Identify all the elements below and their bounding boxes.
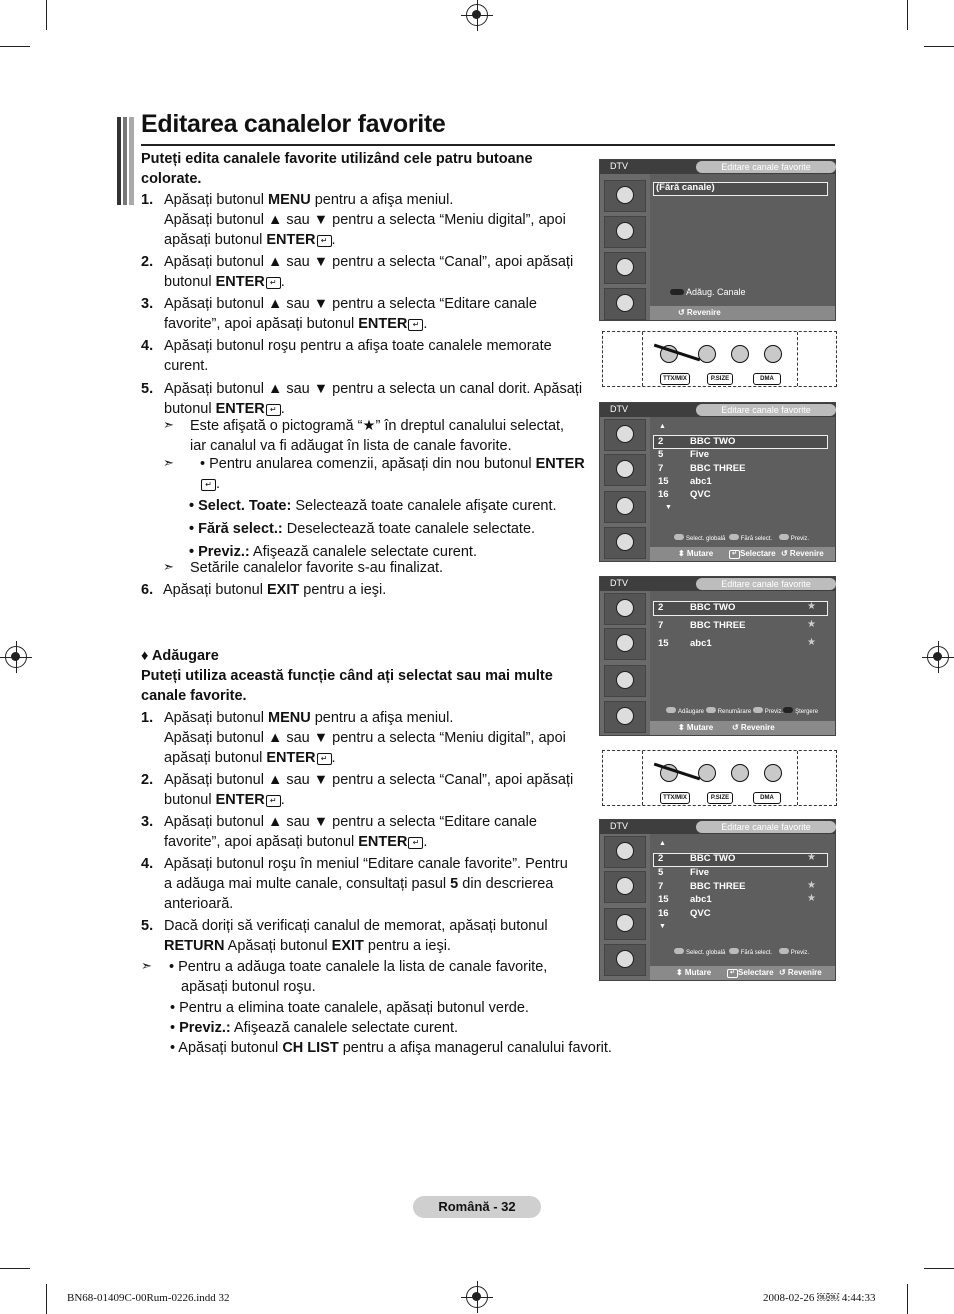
channel-number: 2 [658,602,664,613]
enter-icon: ↵ [266,404,281,416]
tv-screen-all-channels [599,402,836,562]
dtv-label: DTV [610,161,628,171]
channel-icon [604,419,646,451]
remote-illustration [602,331,837,387]
step-text: butonul ENTER ↵ . [164,792,285,808]
step-text: anterioară. [164,896,234,912]
step-number: 4. [141,856,154,872]
add-channels-label: Adăug. Canale [686,287,746,297]
step-text: favorite”, apoi apăsați butonul ENTER ↵ . [164,316,428,332]
tv-sidebar [600,834,650,980]
step-item [141,916,601,956]
note-star [163,416,603,456]
menu-title: Editare canale favorite [696,161,836,173]
crop-mark [0,1268,30,1269]
channel-number: 16 [658,489,669,501]
remote-illustration [602,750,837,806]
enter-label: ENTER [535,456,585,472]
tv-sidebar [600,417,650,561]
step-number: 5. [141,381,154,397]
enter-icon: ↵ [408,319,423,331]
input-icon [604,944,646,976]
enter-icon: ↵ [266,277,281,289]
step-text: Apăsați butonul roşu pentru a afişa toate canalele memorate [164,338,552,354]
title-rule [141,144,835,146]
step-6 [141,580,591,600]
favorite-star-icon: ★ [807,637,816,648]
channel-name[interactable]: BBC THREE [690,462,746,474]
step-text: favorite”, apoi apăsați butonul ENTER ↵ . [164,834,428,850]
step-item [141,379,601,419]
note-add-all [141,957,591,997]
note-line: • Pentru anularea comenzii, apăsați din nou butonul [200,456,532,472]
return-label: ↺ Revenire [678,308,721,317]
picture-icon [604,628,646,660]
registration-mark-icon [5,646,27,668]
tv-sidebar [600,174,650,320]
channel-number: 7 [658,620,664,631]
channel-number: 15 [658,638,669,649]
favorite-star-icon: ★ [807,601,816,612]
note-line: • Pentru a adăuga toate canalele la lista de canale favorite, [169,959,548,975]
note-arrow-icon: ➣ [141,958,152,973]
step-text: pentru a ieşi. [299,582,387,598]
note-line: Setările canalelor favorite s-au finalizat. [190,560,444,576]
step-text: curent. [164,358,209,374]
favorite-star-icon: ★ [807,619,816,630]
heading-bars [117,117,134,205]
add-bullet: • Apăsați butonul CH LIST pentru a afişa managerul canalului favorit. [170,1040,612,1056]
select-label: Selectare [740,549,776,558]
step-item [141,854,601,914]
channel-icon [604,593,646,625]
note-line: iar canalul va fi adăugat în lista de canale favorite. [190,438,512,454]
move-label: ⬍ Mutare [678,549,714,558]
blue-button-icon [764,345,782,363]
tv-screen-add [599,819,836,981]
input-icon [604,527,646,559]
option-bullet: • Select. Toate: Selectează toate canalele afişate curent. [189,498,557,514]
channel-number: 5 [658,449,664,461]
selected-row[interactable] [653,601,828,616]
channel-name[interactable]: abc1 [690,475,712,487]
step-text: Apăsați butonul MENU pentru a afişa meniul. [164,710,454,726]
crop-mark [46,0,47,30]
channel-number: 16 [658,908,669,920]
yellow-button-icon [731,345,749,363]
intro-line: canale favorite. [141,688,247,704]
dtv-label: DTV [610,821,628,831]
enter-icon: ↵ [317,235,332,247]
dtv-label: DTV [610,404,628,414]
channel-number: 7 [658,880,664,892]
channel-name[interactable]: Five [690,866,710,878]
step-item [141,294,601,334]
channel-icon [604,180,646,212]
no-channels: (Fără canale) [656,182,715,193]
enter-icon: ↵ [201,479,216,491]
step-text: butonul ENTER ↵ . [164,274,285,290]
channel-icon [604,836,646,868]
selected-row[interactable] [653,853,828,867]
add-bullet: • Previz.: Afişează canalele selectate curent. [170,1020,459,1036]
channel-name[interactable]: BBC TWO [690,436,736,447]
setup-icon [604,665,646,697]
step-text: Apăsați butonul ▲ sau ▼ pentru a selecta “Meniu digital”, apoi [164,730,566,746]
scroll-up-icon: ▲ [659,840,666,847]
enter-icon: ↵ [266,795,281,807]
red-button-icon [670,289,684,295]
dma-button: DMA [753,792,781,804]
input-icon [604,288,646,320]
picture-icon [604,454,646,486]
crop-mark [924,46,954,47]
step-number: 1. [141,710,154,726]
step-text: Apăsați butonul ▲ sau ▼ pentru a selecta “Canal”, apoi apăsați [164,772,574,788]
step-text: Apăsați butonul MENU pentru a afişa meniul. [164,192,454,208]
intro-text: Puteți edita canalele favorite utilizând cele patru butoane colorate. [141,151,533,187]
note-line: apăsați butonul roşu. [181,979,316,995]
ttx-button: TTX/MIX [660,373,690,385]
channel-name[interactable]: abc1 [690,638,712,649]
select-label: Selectare [738,968,774,977]
channel-name[interactable]: BBC TWO [690,602,736,613]
option-bullet: • Fără select.: Deselectează toate canalele selectate. [189,521,536,537]
yellow-button-icon [731,764,749,782]
note-arrow-icon: ➣ [163,417,174,432]
input-icon [604,701,646,733]
channel-name[interactable]: QVC [690,489,711,501]
step-text: Apăsați butonul ▲ sau ▼ pentru a selecta “Canal”, apoi apăsați [164,254,574,270]
tv-screen-empty [599,159,836,321]
dma-button: DMA [753,373,781,385]
crop-mark [0,46,30,47]
psize-button: P.SIZE [707,792,733,804]
step-text: Dacă doriți să verificați canalul de memorat, apăsați butonul [164,918,548,934]
favorite-star-icon: ★ [807,879,816,891]
bullets-options [189,496,609,565]
section-add-title: ♦ Adăugare [141,648,219,664]
channel-name[interactable]: BBC TWO [690,853,736,864]
print-timestamp: 2008-02-26 ￼￼ 4:44:33 [763,1292,876,1304]
channel-number: 7 [658,462,664,474]
setup-icon [604,252,646,284]
step-item [141,812,601,852]
menu-title: Editare canale favorite [696,578,836,590]
step-text: Apăsați butonul [163,582,267,598]
move-label: ⬍ Mutare [676,968,712,977]
step-number: 2. [141,254,154,270]
legend: Adăugare Renumărare Previz. Ştergere [666,707,818,715]
psize-button: P.SIZE [707,373,733,385]
note-done [163,558,603,578]
step-number: 1. [141,192,154,208]
step-number: 6. [141,582,154,598]
return-label: ↺ Revenire [781,549,824,558]
step-bold: EXIT [267,582,300,598]
scroll-down-icon: ▼ [659,923,666,930]
file-slug: BN68-01409C-00Rum-0226.indd 32 [67,1292,230,1304]
step-text: a adăuga mai multe canale, consultați pasul 5 din descrierea [164,876,554,892]
registration-mark-icon [927,646,949,668]
step-item [141,770,601,810]
step-number: 3. [141,814,154,830]
scroll-up-icon: ▲ [659,423,666,430]
tv-sidebar [600,591,650,735]
legend: Select. globală Fără select. Previz. [674,948,809,956]
selected-row[interactable] [653,435,828,449]
step-text: apăsați butonul ENTER ↵ . [164,232,336,248]
note-line: Este afişată o pictogramă “★” în dreptul canalului selectat, [190,418,565,434]
step-number: 2. [141,772,154,788]
crop-mark [924,1268,954,1269]
scroll-down-icon: ▼ [665,504,672,511]
legend: Select. globală Fără select. Previz. [674,534,809,542]
channel-name[interactable]: Five [690,449,710,461]
enter-icon: ↵ [408,837,423,849]
add-bullet: • Pentru a elimina toate canalele, apăsați butonul verde. [170,1000,529,1016]
step-text: Apăsați butonul ▲ sau ▼ pentru a selecta un canal dorit. Apăsați [164,381,583,397]
tv-footer [650,721,835,735]
note-cancel: ➣ • Pentru anularea comenzii, apăsați din nou butonul ENTER ↵ . [163,455,585,492]
channel-number: 15 [658,475,669,487]
page-number-badge: Română - 32 [413,1196,541,1218]
step-text: apăsați butonul ENTER ↵ . [164,750,336,766]
step-text: Apăsați butonul ▲ sau ▼ pentru a selecta “Editare canale [164,814,537,830]
step-text: Apăsați butonul roşu în meniul “Editare canale favorite”. Pentru [164,856,568,872]
blue-button-icon [764,764,782,782]
crop-mark [907,1284,908,1314]
channel-number: 5 [658,866,664,878]
bullets-add [170,998,650,1058]
step-number: 4. [141,338,154,354]
section-add-intro [141,666,591,706]
step-item [141,336,601,376]
step-item [141,708,601,768]
tv-screen-favorites [599,576,836,736]
setup-icon [604,491,646,523]
page-title: Editarea canalelor favorite [141,110,446,138]
step-text: Apăsați butonul ▲ sau ▼ pentru a selecta “Editare canale [164,296,537,312]
green-button-icon [698,345,716,363]
channel-name[interactable]: BBC THREE [690,880,746,892]
return-label: ↺ Revenire [732,723,775,732]
move-label: ⬍ Mutare [678,723,714,732]
step-text: Apăsați butonul ▲ sau ▼ pentru a selecta “Meniu digital”, apoi [164,212,566,228]
favorite-star-icon: ★ [807,893,816,905]
crop-mark [907,0,908,30]
green-button-icon [698,764,716,782]
note-arrow-icon: ➣ [163,559,174,574]
tv-footer: ⬍ Mutare ↵ Selectare ↺ Revenire [650,547,835,561]
tv-footer [650,306,835,320]
registration-mark-icon [466,1286,488,1308]
channel-number: 2 [658,436,664,447]
step-item [141,190,601,250]
return-label: ↺ Revenire [779,968,822,977]
tv-footer: ⬍ Mutare ↵ Selectare ↺ Revenire [650,966,835,980]
favorite-star-icon: ★ [807,852,816,863]
option-bullet: • Previz.: Afişează canalele selectate curent. [189,544,477,560]
registration-mark-icon [466,4,488,26]
note-arrow-icon: ➣ [163,455,174,470]
picture-icon [604,216,646,248]
channel-number: 2 [658,853,664,864]
channel-name[interactable]: BBC THREE [690,620,746,631]
channel-name[interactable]: abc1 [690,894,712,906]
channel-number: 15 [658,894,669,906]
step-number: 5. [141,918,154,934]
picture-icon [604,871,646,903]
crop-mark [46,1284,47,1314]
ttx-button: TTX/MIX [660,792,690,804]
step-item [141,252,601,292]
menu-title: Editare canale favorite [696,404,836,416]
step-number: 3. [141,296,154,312]
step-text: butonul ENTER ↵ . [164,401,285,417]
channel-name[interactable]: QVC [690,908,711,920]
menu-title: Editare canale favorite [696,821,836,833]
step-text: RETURN Apăsați butonul EXIT pentru a ieşi. [164,938,451,954]
enter-icon: ↵ [317,753,332,765]
dtv-label: DTV [610,578,628,588]
intro-line: Puteți utiliza această funcție când ați selectat sau mai multe [141,668,553,684]
setup-icon [604,908,646,940]
